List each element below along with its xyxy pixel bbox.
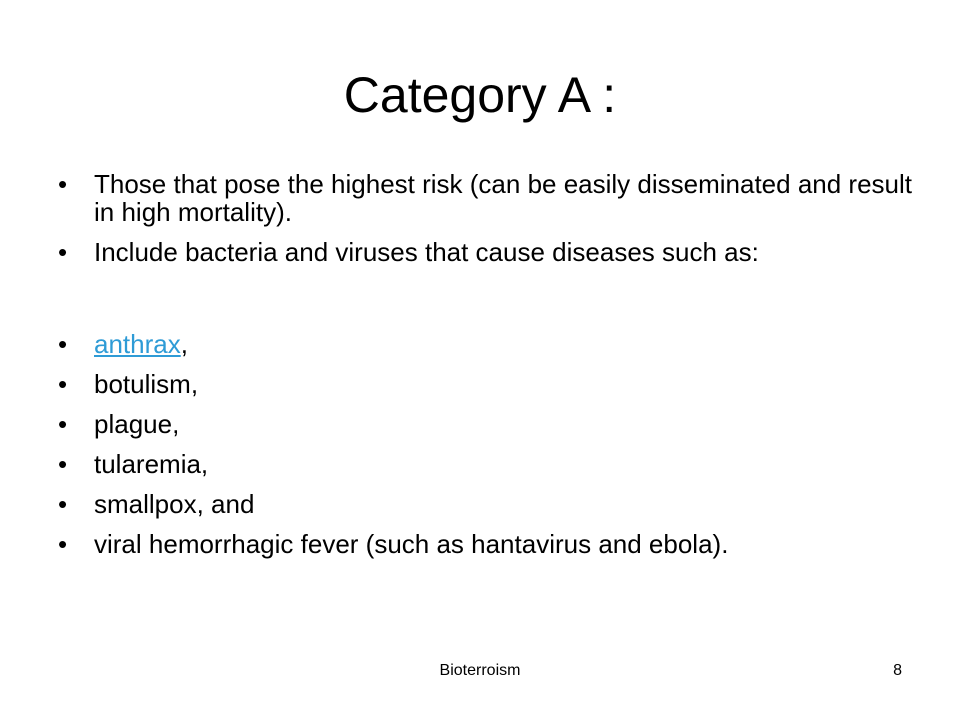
bullet-item: [58, 410, 918, 438]
bullet-dot: •: [58, 449, 68, 479]
bullet-item: [58, 450, 918, 478]
page-number: 8: [893, 662, 902, 679]
bullet-text: tularemia,: [94, 449, 209, 479]
bullet-spacer: [58, 278, 918, 330]
bullet-item-anthrax: [58, 330, 918, 358]
slide-title: Category A :: [343, 67, 617, 123]
bullet-dot: •: [58, 409, 68, 439]
anthrax-link[interactable]: anthrax: [94, 329, 181, 359]
bullet-dot: •: [58, 529, 68, 559]
bullet-dot: •: [58, 369, 68, 399]
bullet-dot: •: [58, 489, 68, 519]
bullet-text: Include bacteria and viruses that cause diseases such as:: [94, 237, 759, 267]
bullet-dot: •: [58, 169, 68, 199]
bullet-text: viral hemorrhagic fever (such as hantavirus and ebola).: [94, 529, 729, 559]
bullet-item: [58, 238, 918, 266]
bullet-item: [58, 370, 918, 398]
bullet-text: Those that pose the highest risk (can be easily disseminated and result in high mortality).: [94, 169, 913, 227]
bullet-text: smallpox, and: [94, 489, 255, 519]
bullet-text-suffix: ,: [180, 329, 188, 359]
bullet-dot: •: [58, 237, 68, 267]
bullet-item: [58, 530, 918, 558]
footer-label: Bioterroism: [439, 662, 521, 679]
bullet-item: [58, 170, 918, 226]
bullet-text: botulism,: [94, 369, 199, 399]
bullet-text: plague,: [94, 409, 180, 439]
bullet-dot: •: [58, 329, 68, 359]
bullet-item: [58, 490, 918, 518]
bullet-list: [58, 170, 918, 570]
